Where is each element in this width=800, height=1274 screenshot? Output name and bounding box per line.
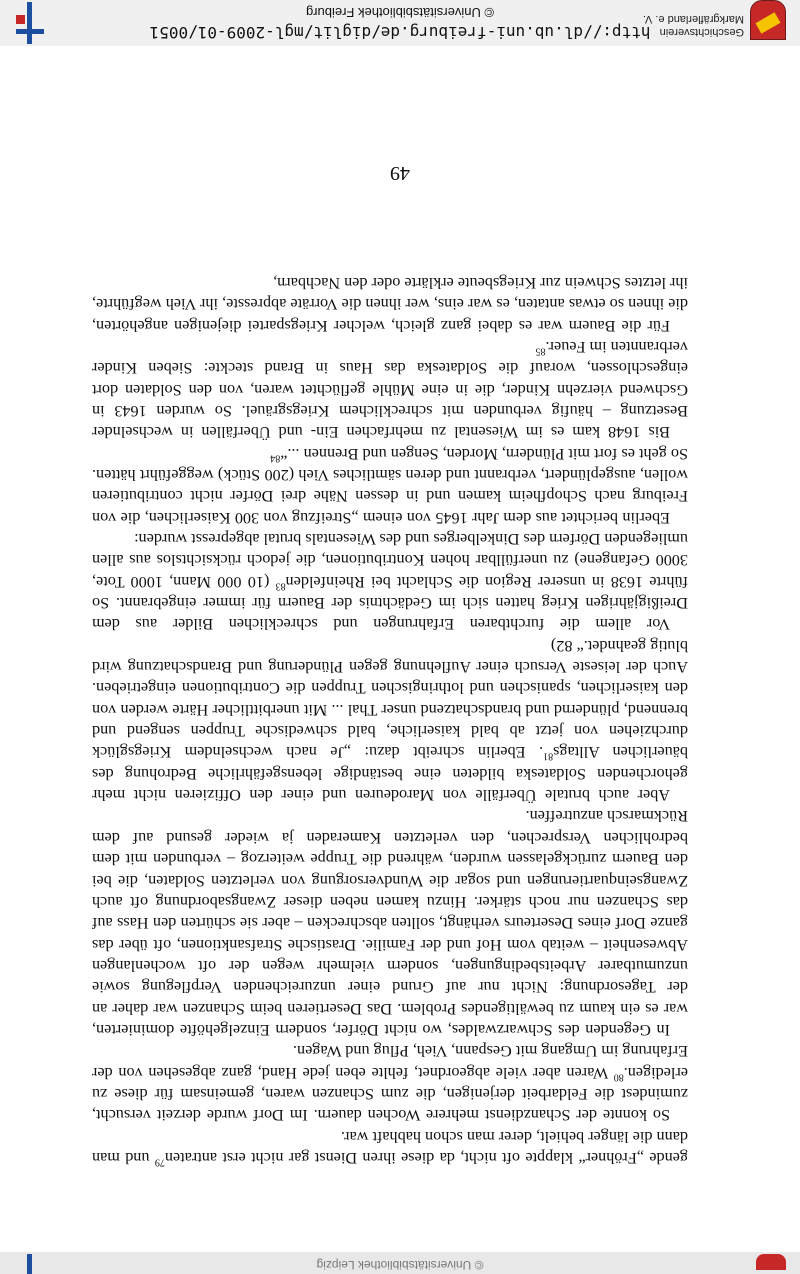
copyright-line: © Universitätsbibliothek Freiburg [305, 5, 495, 20]
bottom-ghost-strip [0, 1252, 800, 1274]
paragraph-text: Bis 1648 kam es im Wiesental zu mehrfachen Ein- und Überfällen in wechselnder Besetzung – häufig verbunden mit schrecklichem Kriegsgräuel. So wurden 1643 in Gschwend vierzehn Kinder, die in eine Mühle geflüchtet waren, von den Soldaten dort eingeschlossen, worauf die Soldateska das Haus in Brand steckte: Sieben Kinder verbrannten im Feuer. [92, 337, 688, 442]
footnote-marker: 85 [535, 345, 546, 357]
paragraph-text: Für die Bauern war es dabei ganz gleich, welcher Kriegspartei diejenigen angehörten, die ihnen so etwas antaten, es war eins, wer ihnen die Vorräte abpresste, ihr Vieh wegführte, ihr letztes Schwein zur Kriegsbeute erklärte oder den Nachbarn, [92, 273, 688, 335]
paragraph [92, 442, 688, 527]
paragraph-text: Aber auch brutale Überfälle von Marodeuren und einer den Offizieren nicht mehr gehorchenden Soldateska bildeten eine beständige lebensgefährliche Bedrohung des bäuerlichen Alltags [92, 743, 688, 805]
paragraph-text: So konnte der Schanzdienst mehrere Wochen dauern. Im Dorf wurde derzeit versucht, zumindest die Feldarbeit derjenigen, die zum Schanzen waren, gemeinsam für diese zu erledigen. [92, 1063, 688, 1125]
footnote-marker: 84 [270, 452, 281, 464]
paragraph-text-continued: und man dann die länger behielt, derer man schon habhaft war. [92, 1127, 688, 1167]
paragraph [92, 272, 688, 336]
paragraph-text-continued: Waren aber viele abgeordnet, fehlte eben jede Hand, ganz abgesehen von der Erfahrung im Umgang mit Gespann, Vieh, Pflug und Wagen. [92, 1042, 688, 1082]
paragraph-text: Eberlin berichtet aus dem Jahr 1645 von einem „Streifzug von 300 Kaiserlichen, die von Freiburg nach Schopfheim kamen und in dessen Nähe drei Dörfer nicht contributieren wollen, ausgeplündert, verbrannt und deren sämtliches Vieh (200 Stück) weggeführt hätten. So geht es fort mit Plündern, Morden, Sengen und Brennen ...“ [92, 444, 688, 527]
paragraph [92, 805, 688, 1040]
paragraph [92, 634, 688, 805]
footnote-marker: 79 [154, 1156, 165, 1168]
paragraph [92, 1125, 688, 1168]
paragraph-text: In Gegenden des Schwarzwaldes, wo nicht Dörfer, sondern Einzelgehöfte dominierten, war es ein kaum zu bewältigendes Problem. Das Desertieren beim Schanzen war daher an der Tagesordnung: Nicht nur auf Grund einer unzureichenden Verpflegung sowie unzumutbarer Arbeitsbedingungen, sondern vielmehr wegen der oft wochenlangen Abwesenheit – weitab vom Hof und der Familie. Drastische Strafsanktionen, oft über das ganze Dorf eines Deserteurs verhängt, sollten abschrecken – aber sie schürten den Hass auf das Schanzen nur noch stärker. Hinzu kamen neben dieser Zwangsabordnung oft auch Zwangseinquartierungen und sogar die Wundversorgung von verletzten Soldaten, die bei den Bauern zurückgelassen wurden, während die Truppe weiterzog – verbunden mit dem bedrohlichen Versprechen, den verletzten Kameraden ja wieder gesund auf dem Rückmarsch anzutreffen. [92, 807, 688, 1039]
header-bar [0, 0, 800, 46]
body-text [92, 272, 688, 1168]
paragraph-text: Vor allem die furchtbaren Erfahrungen und schrecklichen Bilder aus dem Dreißigjährigen Krieg hatten sich im Gedächtnis der Bauern für immer eingebrannt. So führte 1638 in unserer Region die Schlacht bei Rheinfelden [92, 572, 688, 634]
paragraph-text-continued: . Eberlin schreibt dazu: „Je nach wechselndem Kriegsglück durchziehen von jetzt ab bald kaiserliche, bald schwedische Truppen sengend und brennend, plündernd und brandschatzend unser Thal ... Mit unerbittlicher Härte werden von den kaiserlichen, spanischen und lothringischen Truppen die Contributionen eingetrieben. Auch der leiseste Versuch einer Auflehnung gegen Plünderung und Brandschatzung wird blutig geahndet.“ 82) [92, 636, 688, 762]
paragraph [92, 336, 688, 443]
paragraph [92, 1040, 688, 1125]
association-line-2: Markgräflerland e. V. [642, 13, 744, 25]
paragraph-text-continued: (10 000 Mann, 1000 Tote, 3000 Gefangene) zu unerfüllbar hohen Kontributionen, die jedoch rücksichtslos aus allen umliegenden Dörfern des Dinkelberges und des Wiesentals brutal abgepresst wurden: [92, 530, 688, 591]
footnote-marker: 83 [275, 580, 286, 592]
footnote-marker: 80 [613, 1071, 624, 1083]
university-library-logo-icon [12, 2, 48, 44]
source-url-link[interactable]: http://dl.ub.uni-freiburg.de/diglit/mgl-2009-01/0051 [149, 23, 651, 42]
paragraph [92, 528, 688, 635]
paragraph-text: gende „Fröhner“ klappte oft nicht, da diese ihren Dienst gar nicht erst antraten [164, 1149, 688, 1167]
ghost-copyright: © Universitätsbibliothek Leipzig [316, 1258, 484, 1272]
page-number: 49 [390, 162, 410, 184]
footnote-marker: 81 [543, 750, 554, 762]
library-logo-icon [16, 1254, 44, 1274]
association-line-1: Geschichtsverein [659, 26, 744, 38]
